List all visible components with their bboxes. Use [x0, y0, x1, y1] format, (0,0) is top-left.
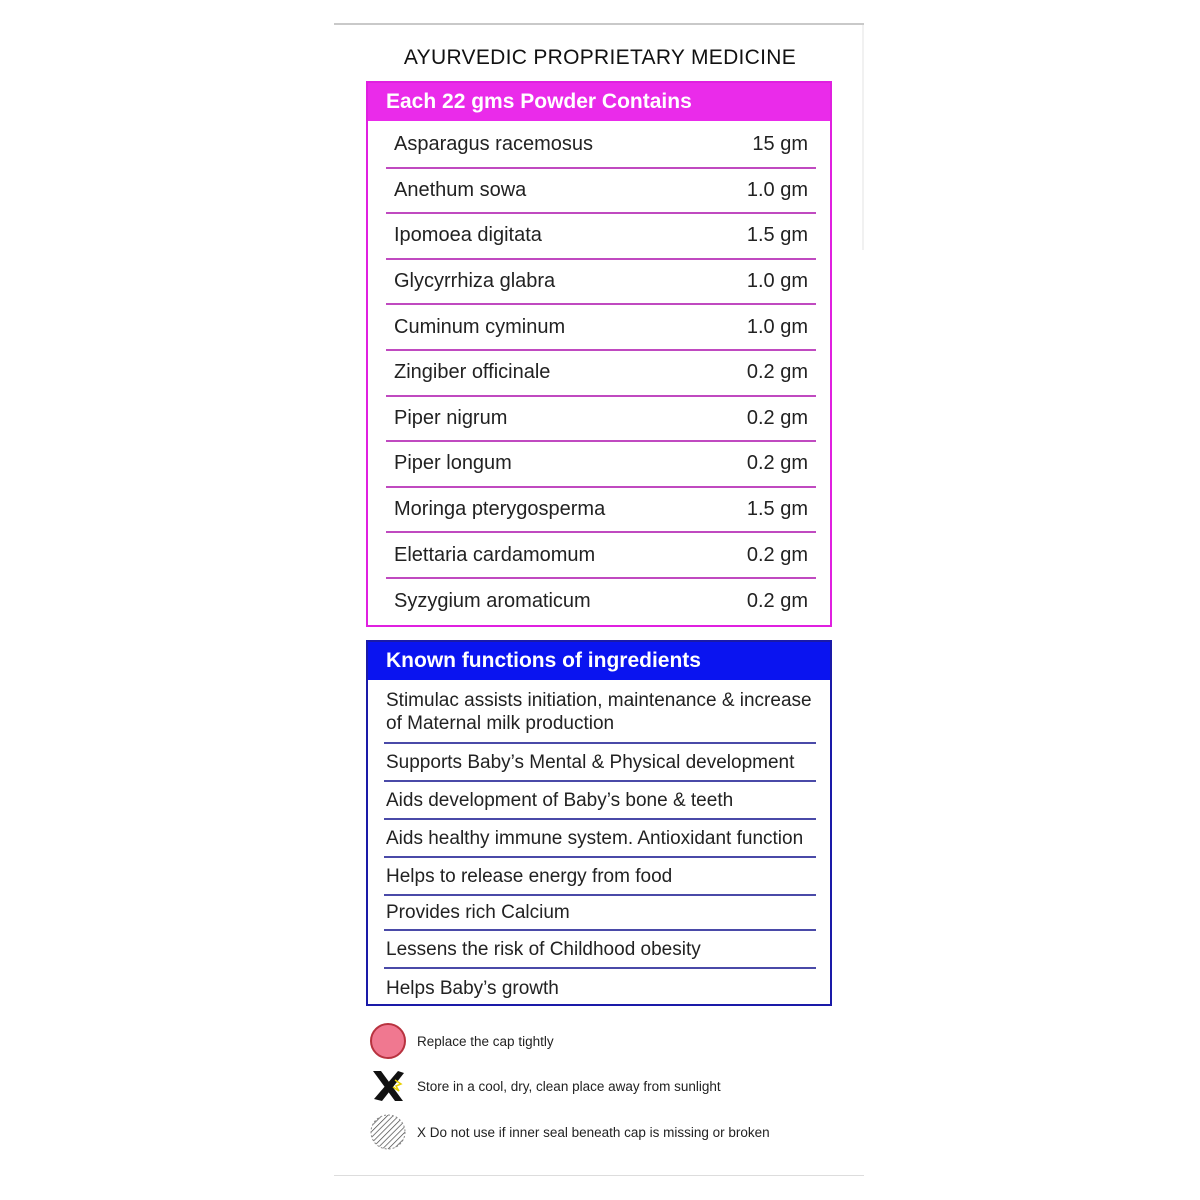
- functions-header: Known functions of ingredients: [368, 642, 830, 680]
- function-item: [384, 820, 816, 858]
- note-seal: [368, 1112, 770, 1152]
- ingredient-name: Moringa pterygosperma: [394, 498, 606, 521]
- ingredient-name: Zingiber officinale: [394, 361, 551, 384]
- ingredient-row: [386, 305, 816, 351]
- ingredient-qty: 1.5 gm: [746, 224, 808, 247]
- function-item: [384, 782, 816, 820]
- function-text: Helps Baby’s growth: [386, 977, 559, 999]
- function-item: [384, 858, 816, 896]
- ingredient-name: Piper nigrum: [394, 406, 508, 429]
- ingredient-qty: 0.2 gm: [746, 543, 808, 566]
- functions-panel: [366, 640, 832, 1006]
- x-mark-icon: [368, 1066, 408, 1106]
- note-storage: [368, 1066, 721, 1106]
- ingredient-row: [386, 214, 816, 260]
- ingredient-qty: 0.2 gm: [746, 406, 808, 429]
- note-replace-cap: [368, 1021, 554, 1061]
- bottom-divider: [334, 1175, 864, 1176]
- ingredient-row: [386, 123, 816, 169]
- function-text: Supports Baby’s Mental & Physical development: [386, 751, 795, 773]
- ingredient-name: Asparagus racemosus: [394, 133, 593, 156]
- ingredient-name: Ipomoea digitata: [394, 224, 542, 247]
- function-text: Stimulac assists initiation, maintenance & increase of Maternal milk production: [386, 690, 812, 734]
- ingredient-row: [386, 579, 816, 625]
- ingredient-qty: 0.2 gm: [746, 361, 808, 384]
- ingredient-qty: 1.0 gm: [746, 315, 808, 338]
- ingredient-qty: 0.2 gm: [746, 590, 808, 613]
- pink-circle-icon: [368, 1021, 408, 1061]
- ingredient-qty: 15 gm: [752, 133, 808, 156]
- ingredient-row: [386, 442, 816, 488]
- function-item: [384, 969, 816, 1007]
- function-item: [384, 931, 816, 969]
- ingredient-qty: 1.0 gm: [746, 270, 808, 293]
- function-item: [384, 682, 816, 744]
- function-item: [384, 896, 816, 931]
- note-text: Replace the cap tightly: [417, 1033, 554, 1049]
- function-text: Aids healthy immune system. Antioxidant function: [386, 827, 804, 849]
- ingredient-row: [386, 488, 816, 534]
- ingredient-qty: 1.0 gm: [746, 178, 808, 201]
- ingredient-name: Piper longum: [394, 452, 512, 475]
- ingredient-row: [386, 169, 816, 215]
- function-text: Helps to release energy from food: [386, 865, 673, 887]
- ingredient-row: [386, 397, 816, 443]
- ingredient-name: Glycyrrhiza glabra: [394, 270, 556, 293]
- ingredient-qty: 0.2 gm: [746, 452, 808, 475]
- function-text: Aids development of Baby’s bone & teeth: [386, 789, 734, 811]
- ingredient-row: [386, 260, 816, 306]
- ingredient-row: [386, 351, 816, 397]
- ingredient-row: [386, 533, 816, 579]
- ingredients-header: Each 22 gms Powder Contains: [368, 83, 830, 121]
- ingredient-qty: 1.5 gm: [746, 498, 808, 521]
- ingredients-panel: [366, 81, 832, 627]
- ingredient-name: Anethum sowa: [394, 178, 527, 201]
- page-title: AYURVEDIC PROPRIETARY MEDICINE: [403, 46, 797, 69]
- top-divider: [334, 23, 864, 25]
- functions-list: [384, 682, 816, 1007]
- ingredient-name: Elettaria cardamomum: [394, 543, 596, 566]
- function-text: Lessens the risk of Childhood obesity: [386, 938, 701, 960]
- ingredient-name: Cuminum cyminum: [394, 315, 566, 338]
- hatched-seal-icon: [368, 1112, 408, 1152]
- ingredients-list: [386, 123, 816, 625]
- function-text: Provides rich Calcium: [386, 902, 570, 923]
- function-item: [384, 744, 816, 782]
- ingredient-name: Syzygium aromaticum: [394, 590, 591, 613]
- note-text: X Do not use if inner seal beneath cap is missing or broken: [417, 1124, 770, 1140]
- note-text: Store in a cool, dry, clean place away from sunlight: [417, 1078, 721, 1094]
